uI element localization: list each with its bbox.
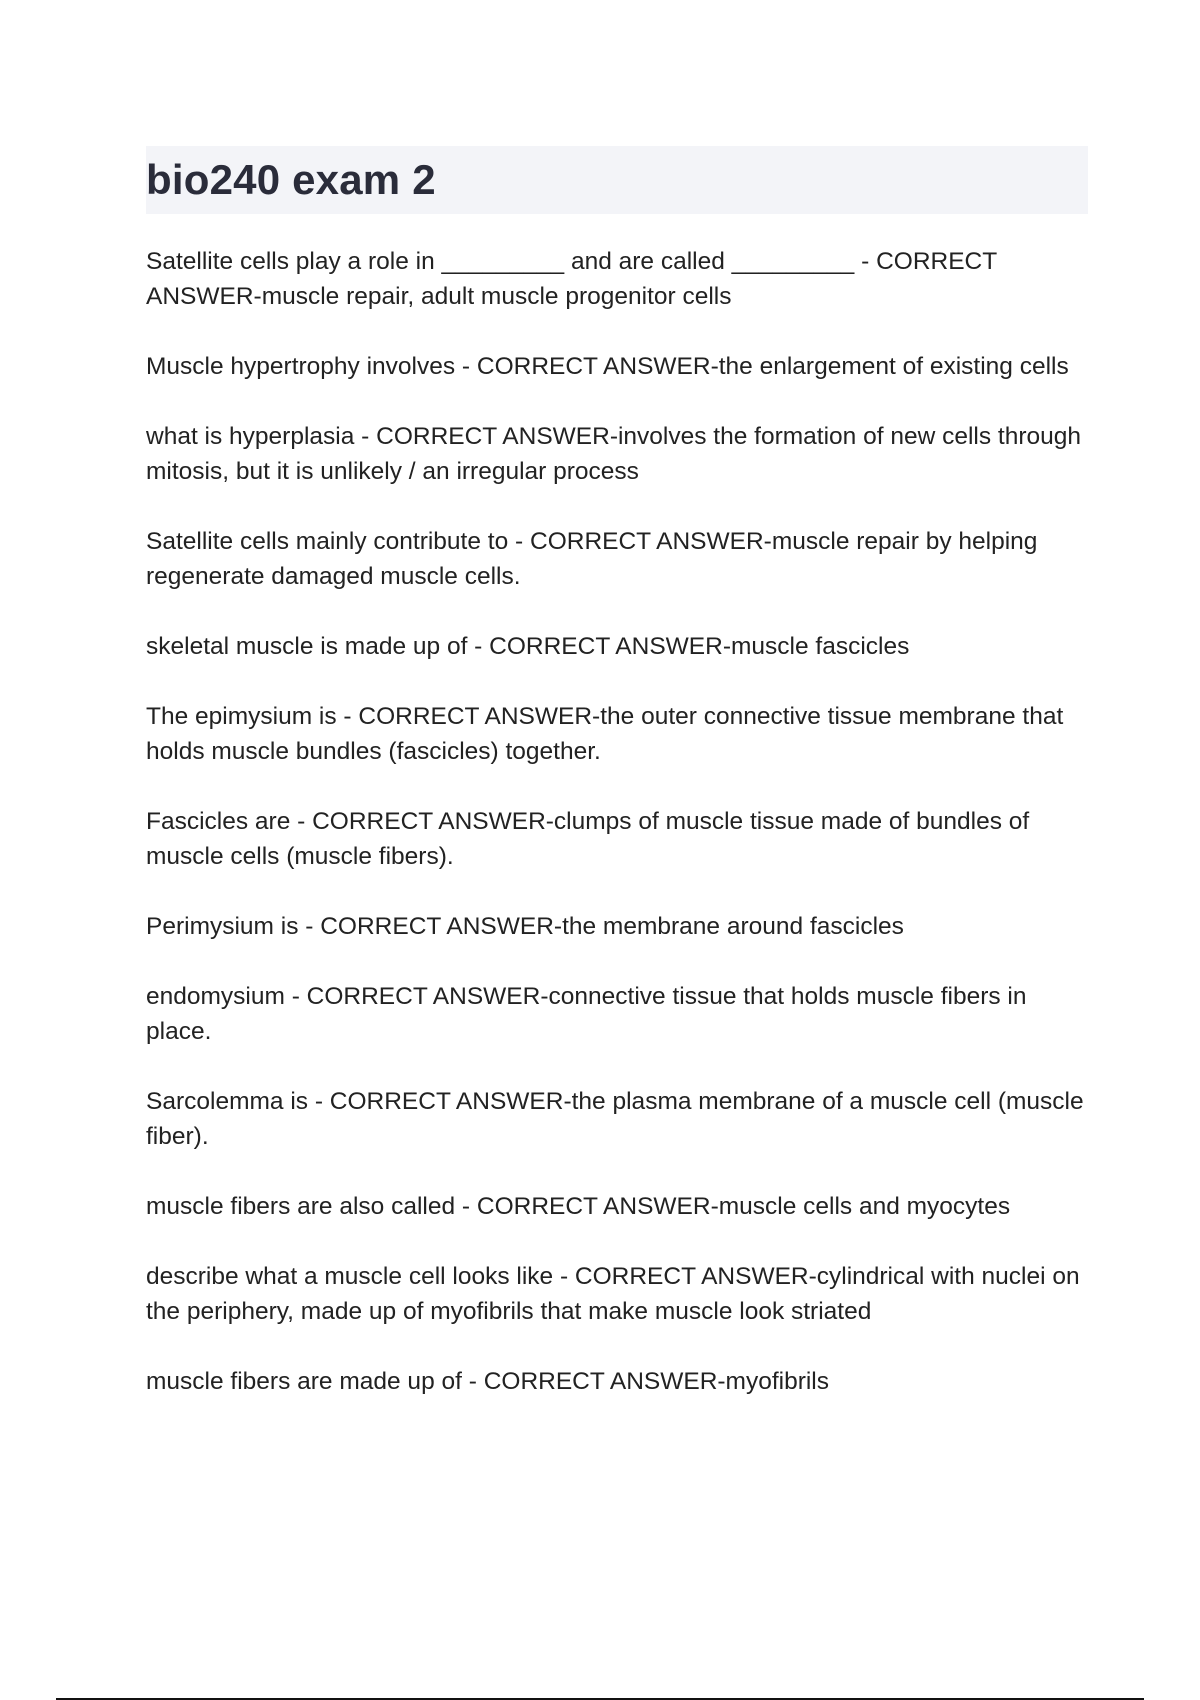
qa-item: Satellite cells play a role in _________ and are called _________ - CORRECT ANSWER-muscle repair, adult muscle progenitor cells — [146, 248, 997, 310]
qa-item: describe what a muscle cell looks like - CORRECT ANSWER-cylindrical with nuclei on the periphery, made up of myofibrils that make muscle look striated — [146, 1263, 1080, 1325]
qa-item: The epimysium is - CORRECT ANSWER-the outer connective tissue membrane that holds muscle bundles (fascicles) together. — [146, 703, 1064, 765]
qa-item: Perimysium is - CORRECT ANSWER-the membrane around fascicles — [146, 913, 904, 940]
qa-item: what is hyperplasia - CORRECT ANSWER-involves the formation of new cells through mitosis, but it is unlikely / an irregular process — [146, 423, 1081, 485]
qa-item: Muscle hypertrophy involves - CORRECT ANSWER-the enlargement of existing cells — [146, 353, 1069, 380]
page-title: bio240 exam 2 — [146, 156, 436, 203]
qa-item: muscle fibers are made up of - CORRECT ANSWER-myofibrils — [146, 1368, 829, 1395]
qa-item: Satellite cells mainly contribute to - CORRECT ANSWER-muscle repair by helping regenerate damaged muscle cells. — [146, 528, 1038, 590]
qa-item: endomysium - CORRECT ANSWER-connective tissue that holds muscle fibers in place. — [146, 983, 1027, 1045]
qa-item: skeletal muscle is made up of - CORRECT ANSWER-muscle fascicles — [146, 633, 910, 660]
qa-item: Sarcolemma is - CORRECT ANSWER-the plasma membrane of a muscle cell (muscle fiber). — [146, 1088, 1084, 1150]
qa-item: Fascicles are - CORRECT ANSWER-clumps of muscle tissue made of bundles of muscle cells (muscle fibers). — [146, 808, 1030, 870]
qa-list — [146, 244, 1088, 1434]
qa-item: muscle fibers are also called - CORRECT ANSWER-muscle cells and myocytes — [146, 1193, 1011, 1220]
